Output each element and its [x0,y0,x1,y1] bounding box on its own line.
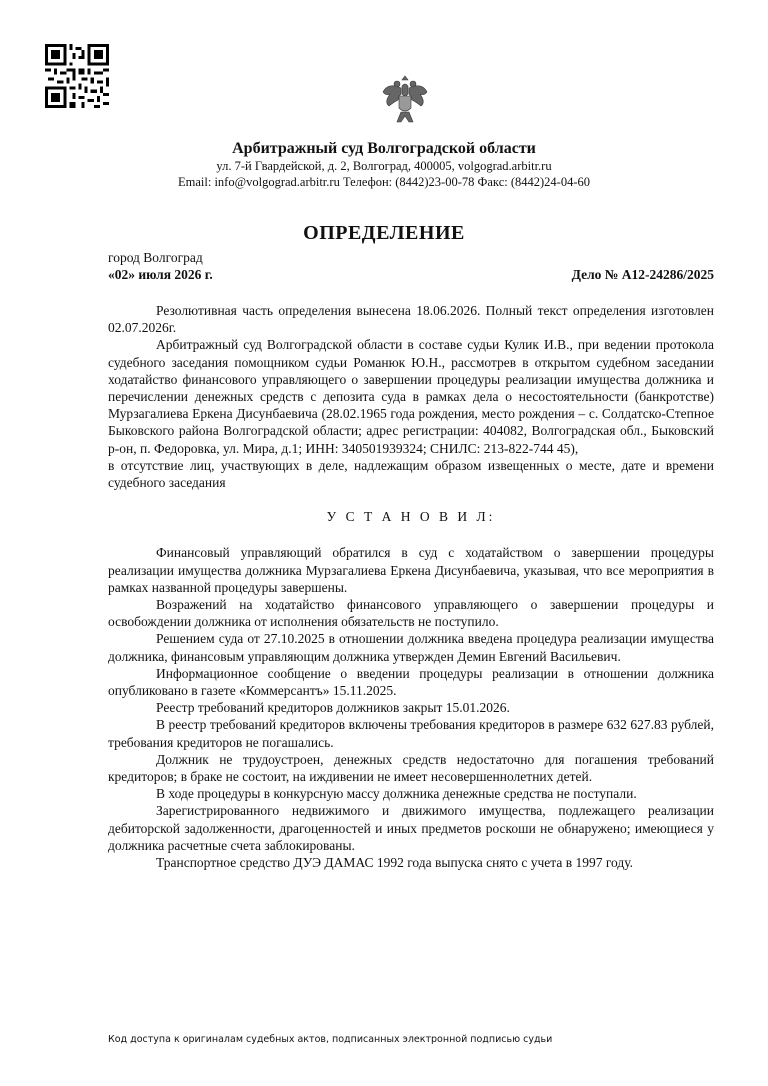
court-header [0,140,768,190]
paragraph: Арбитражный суд Волгоградской области в составе судьи Кулик И.В., при ведении протокола судебного заседания помощником судьи Романюк Ю.Н., рассмотрев в открытом судебном заседании ходатайство финансового управляющего о завершении процедуры реализации имущества должника и перечислении денежных средств с депозита суда в рамках дела о несостоятельности (банкротстве) Мурзагалиева Еркена Дисунбаевича (28.02.1965 года рождения, место рождения – с. Солдатско-Степное Быковского района Волгоградской области; адрес регистрации: 404082, Волгоградская обл., Быковский р-он, п. Федоровка, ул. Мира, д.1; ИНН: 340501939324; СНИЛС: 213-822-744 45), [108,337,714,456]
document-city: город Волгоград [108,250,203,265]
document-type-title: ОПРЕДЕЛЕНИЕ [303,222,465,244]
document-date: «02» июля 2026 г. [108,267,213,282]
finding-paragraph: Транспортное средство ДУЭ ДАМАС 1992 года выпуска снято с учета в 1997 году. [156,855,634,871]
finding-paragraph: Зарегистрированного недвижимого и движимого имущества, подлежащего реализации дебиторской задолженности, драгоценностей и иных предметов роскоши не обнаружено; имеющиеся у должника расчетные счета заблокированы. [108,803,714,853]
finding-paragraph: В ходе процедуры в конкурсную массу должника денежные средства не поступали. [156,786,637,802]
court-name: Арбитражный суд Волгоградской области [232,140,536,157]
finding-paragraph: Решением суда от 27.10.2025 в отношении должника введена процедура реализации имущества должника, финансовым управляющим должника утвержден Демин Евгений Васильевич. [108,631,714,664]
paragraph: Резолютивная часть определения вынесена 18.06.2026. Полный текст определения изготовлен 02.07.2026г. [108,303,714,336]
qr-code [45,44,109,108]
paragraph: в отсутствие лиц, участвующих в деле, надлежащим образом извещенных о месте, дате и времени судебного заседания [108,457,714,491]
section-heading: У С Т А Н О В И Л: [326,509,496,525]
finding-paragraph: Должник не трудоустроен, денежных средств недостаточно для погашения требований кредиторов; в браке не состоит, на иждивении не имеет несовершеннолетних детей. [108,751,714,785]
coat-of-arms-icon [380,72,430,128]
finding-paragraph: Реестр требований кредиторов должников закрыт 15.01.2026. [156,700,510,716]
finding-paragraph: Финансовый управляющий обратился в суд с ходатайством о завершении процедуры реализации имущества должника Мурзагалиева Еркена Дисунбаевича, указывая, что все мероприятия в рамках названной процедуры завершены. [108,545,714,595]
court-contacts: Email: info@volgograd.arbitr.ru Телефон: (8442)23-00-78 Факс: (8442)24-04-60 [178,175,590,189]
case-number: Дело № А12-24286/2025 [571,267,714,282]
finding-paragraph: Информационное сообщение о введении процедуры реализации в отношении должника опубликовано в газете «Коммерсантъ» 15.11.2025. [108,665,714,699]
court-address: ул. 7-й Гвардейской, д. 2, Волгоград, 400005, volgograd.arbitr.ru [216,159,552,173]
finding-paragraph: Возражений на ходатайство финансового управляющего о завершении процедуры и освобождении должника от исполнения обязательств не поступило. [108,597,714,630]
footer-note: Код доступа к оригиналам судебных актов, подписанных электронной подписью судьи [108,1034,553,1045]
document-body [108,302,714,871]
finding-paragraph: В реестр требований кредиторов включены требования кредиторов в размере 632 627.83 рублей, требования кредиторов не погашались. [108,717,714,750]
